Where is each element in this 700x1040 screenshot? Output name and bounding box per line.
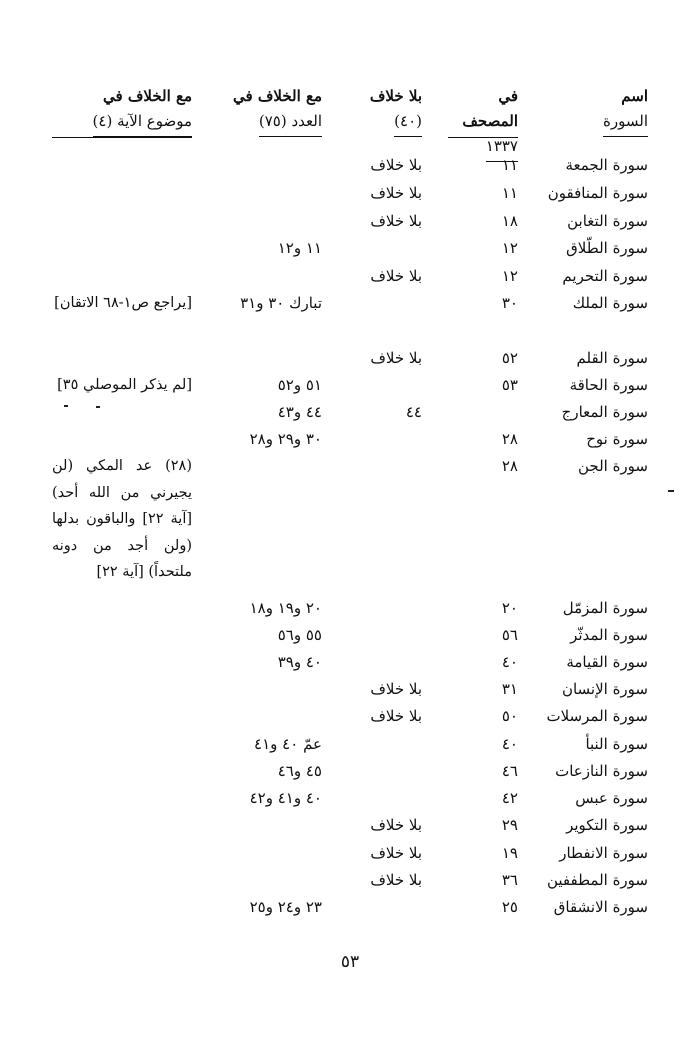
header-difference-in-number <box>202 84 322 137</box>
table-row <box>0 649 700 677</box>
table-row <box>0 758 700 786</box>
mushaf-count: ٥٢ <box>501 349 518 367</box>
table-row <box>0 622 700 650</box>
mushaf-count: ١٨ <box>501 212 518 230</box>
mushaf-count: ٢٨ <box>501 430 518 448</box>
header-line: اسم <box>621 87 648 105</box>
surah-name: سورة التغابن <box>567 212 648 230</box>
mushaf-count: ١٩ <box>501 844 518 862</box>
no-difference-cell: بلا خلاف <box>370 212 422 230</box>
header-surah-name <box>538 84 648 137</box>
surah-name: سورة الطّلاق <box>566 239 648 257</box>
print-speck <box>64 405 68 407</box>
table-row <box>0 152 700 180</box>
table-row <box>0 235 700 263</box>
header-line: مع الخلاف في <box>102 87 192 105</box>
table-row <box>0 867 700 895</box>
surah-name: سورة الملك <box>572 294 648 312</box>
print-speck <box>668 490 674 492</box>
difference-in-number-cell: ٤٤ و٤٣ <box>277 403 322 421</box>
surah-name: سورة المزمّل <box>562 599 648 617</box>
print-speck <box>96 406 100 408</box>
difference-in-position-cell: (٢٨) عد المكي (لن يجيرني من الله أحد) [آية ٢٢] والباقون بدلها (ولن أجد من دونه ملتحداً) [آية ٢٢] <box>52 458 193 580</box>
difference-in-number-cell: عمّ ٤٠ و٤١ <box>254 735 322 753</box>
table-row <box>0 785 700 813</box>
mushaf-count: ٤٠ <box>501 735 518 753</box>
table-row <box>0 263 700 291</box>
table-row <box>0 894 700 922</box>
surah-name: سورة المعارج <box>561 403 648 421</box>
mushaf-count: ٢٨ <box>501 457 518 475</box>
mushaf-count: ٣١ <box>501 680 518 698</box>
difference-in-position-cell: [لم يذكر الموصلي ٣٥] <box>57 377 192 393</box>
difference-in-number-cell: ١١ و١٢ <box>277 239 322 257</box>
surah-name: سورة القلم <box>576 349 648 367</box>
surah-name: سورة المدثّر <box>570 626 648 644</box>
table-row <box>0 180 700 208</box>
difference-in-number-cell: تبارك ٣٠ و٣١ <box>240 294 322 312</box>
surah-name: سورة النازعات <box>555 762 648 780</box>
no-difference-cell: بلا خلاف <box>370 156 422 174</box>
page-number: ٥٣ <box>340 952 360 972</box>
no-difference-cell: بلا خلاف <box>370 680 422 698</box>
no-difference-cell: ٤٤ <box>405 403 422 421</box>
difference-in-position-cell: [يراجع ص١-٦٨ الاتقان] <box>54 295 192 311</box>
header-rule <box>52 137 192 138</box>
mushaf-count: ٢٩ <box>501 816 518 834</box>
surah-name: سورة القيامة <box>566 653 648 671</box>
header-line: في المصحف <box>462 87 518 130</box>
table-row <box>0 372 700 400</box>
table-row <box>0 703 700 731</box>
difference-in-number-cell: ٤٠ و٣٩ <box>277 653 322 671</box>
difference-in-number-cell: ٢٠ و١٩ و١٨ <box>249 599 322 617</box>
mushaf-count: ٣٠ <box>501 294 518 312</box>
header-line: مع الخلاف في <box>232 87 322 105</box>
table-row <box>0 676 700 704</box>
table-row <box>0 812 700 840</box>
header-line-underlined: السورة <box>603 109 648 137</box>
table-row <box>0 840 700 868</box>
surah-name: سورة التكوير <box>566 816 648 834</box>
no-difference-cell: بلا خلاف <box>370 707 422 725</box>
header-no-difference <box>354 84 422 137</box>
header-line-underlined: ١٣٣٧ <box>486 134 518 162</box>
table-row <box>0 345 700 373</box>
mushaf-count: ١١ <box>501 156 518 174</box>
difference-in-number-cell: ٥٥ و٥٦ <box>277 626 322 644</box>
surah-name: سورة النبأ <box>585 735 648 753</box>
difference-in-number-cell: ٤٥ و٤٦ <box>277 762 322 780</box>
table-row <box>0 399 700 427</box>
difference-in-number-cell: ٣٠ و٢٩ و٢٨ <box>249 430 322 448</box>
surah-name: سورة الانفطار <box>559 844 648 862</box>
header-line-underlined: موضوع الآية (٤) <box>93 109 192 137</box>
header-difference-in-verse-position <box>52 84 192 137</box>
mushaf-count: ١١ <box>501 184 518 202</box>
surah-name: سورة الحاقة <box>569 376 648 394</box>
surah-name: سورة المنافقون <box>547 184 648 202</box>
table-row <box>0 595 700 623</box>
header-rule <box>448 137 518 138</box>
header-line-underlined: (٤٠) <box>394 109 422 137</box>
mushaf-count: ١٢ <box>501 239 518 257</box>
no-difference-cell: بلا خلاف <box>370 816 422 834</box>
no-difference-cell: بلا خلاف <box>370 184 422 202</box>
table-row <box>0 426 700 454</box>
surah-name: سورة المرسلات <box>546 707 648 725</box>
surah-name: سورة التحريم <box>562 267 648 285</box>
surah-name: سورة نوح <box>586 430 648 448</box>
mushaf-count: ١٢ <box>501 267 518 285</box>
no-difference-cell: بلا خلاف <box>370 267 422 285</box>
mushaf-count: ٢٠ <box>501 599 518 617</box>
no-difference-cell: بلا خلاف <box>370 349 422 367</box>
mushaf-count: ٤٦ <box>501 762 518 780</box>
surah-name: سورة عبس <box>575 789 648 807</box>
difference-in-number-cell: ٤٠ و٤١ و٤٢ <box>249 789 322 807</box>
surah-name: سورة الجن <box>577 457 648 475</box>
no-difference-cell: بلا خلاف <box>370 871 422 889</box>
mushaf-count: ٣٦ <box>501 871 518 889</box>
no-difference-cell: بلا خلاف <box>370 844 422 862</box>
mushaf-count: ٤٢ <box>501 789 518 807</box>
table-row <box>0 290 700 318</box>
surah-name: سورة الانشقاق <box>553 898 648 916</box>
header-line: بلا خلاف <box>369 87 422 105</box>
table-row <box>0 453 700 580</box>
surah-name: سورة الإنسان <box>561 680 648 698</box>
mushaf-count: ٢٥ <box>501 898 518 916</box>
mushaf-count: ٥٠ <box>501 707 518 725</box>
surah-name: سورة الجمعة <box>565 156 648 174</box>
header-line-underlined: العدد (٧٥) <box>259 109 322 137</box>
mushaf-count: ٤٠ <box>501 653 518 671</box>
mushaf-count: ٥٦ <box>501 626 518 644</box>
surah-name: سورة المطففين <box>546 871 648 889</box>
difference-in-number-cell: ٥١ و٥٢ <box>277 376 322 394</box>
header-mushaf-count <box>448 84 518 162</box>
difference-in-number-cell: ٢٣ و٢٤ و٢٥ <box>249 898 322 916</box>
table-row <box>0 731 700 759</box>
mushaf-count: ٥٣ <box>501 376 518 394</box>
table-row <box>0 208 700 236</box>
